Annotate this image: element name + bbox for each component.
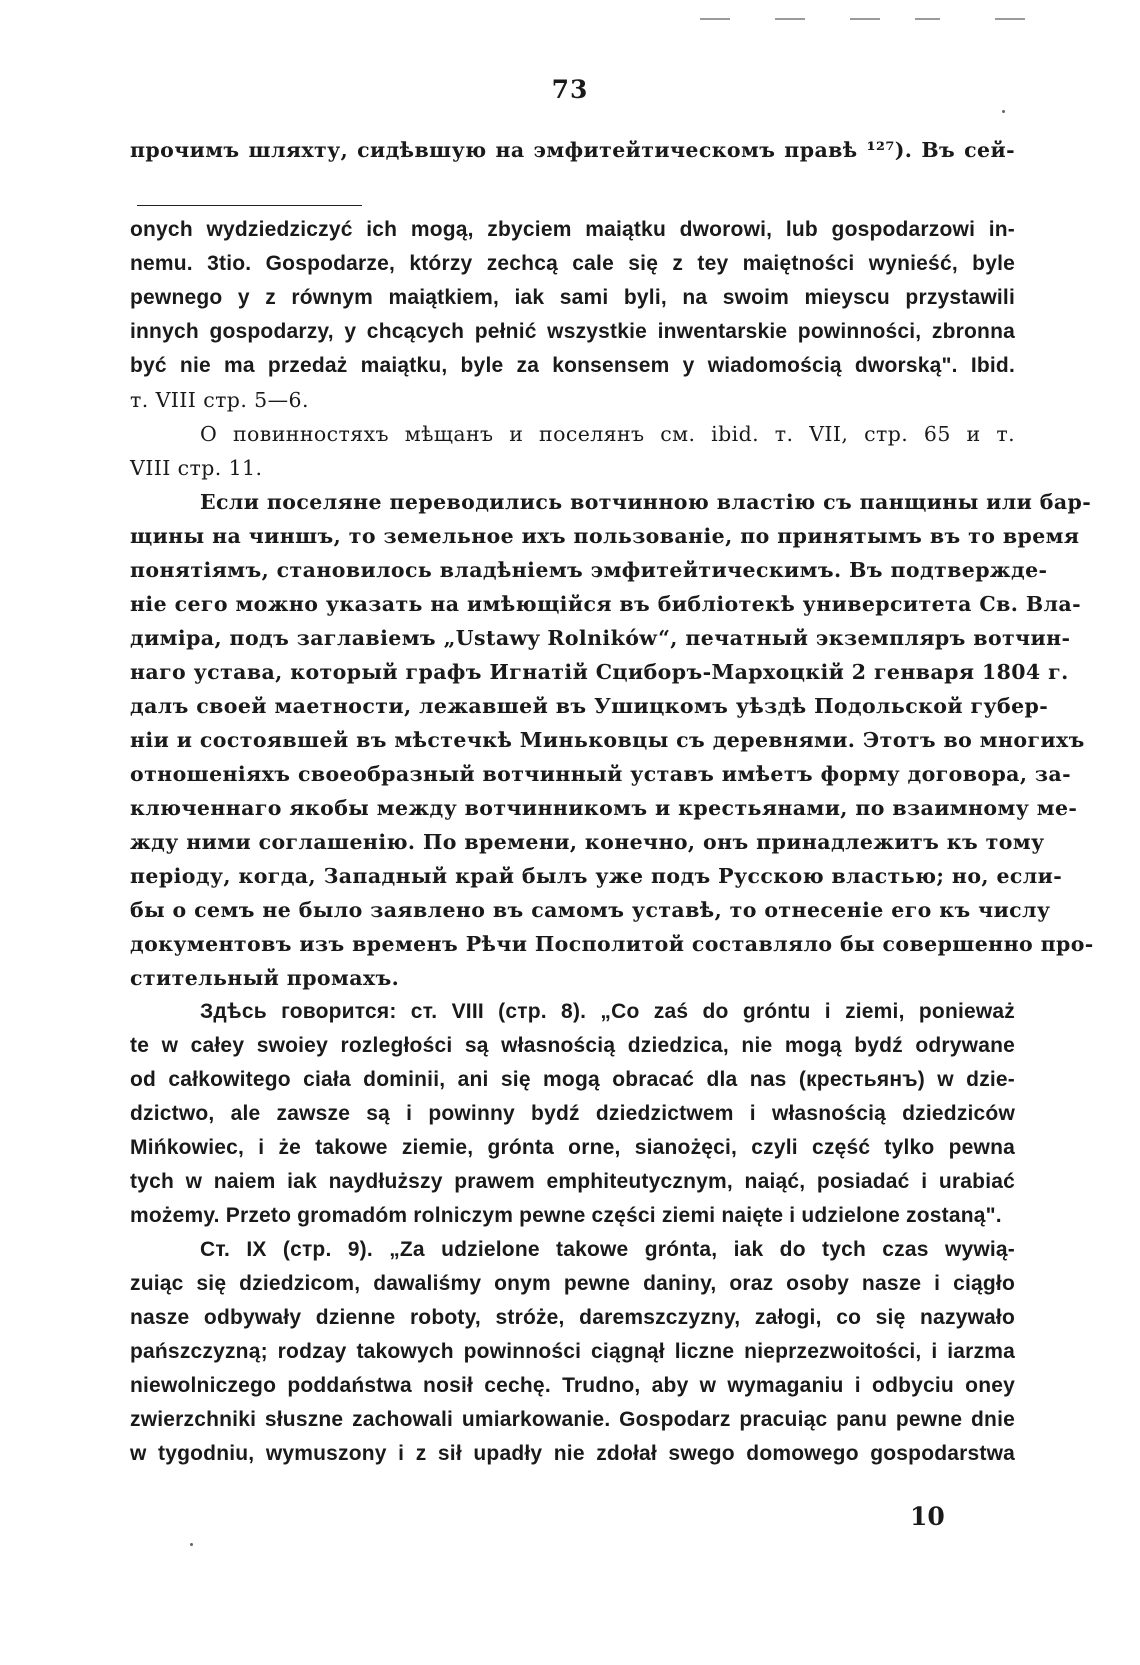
text-line: tych w naiem iak naydłuższy prawem emphiteutycznym, naiąć, posiadać i urabiać [130,1170,1015,1193]
footnote-body [130,213,1094,1471]
text-line: nemu. 3tio. Gospodarze, którzy zechcą cale się z tey maiętności wynieść, byle [130,252,1015,275]
top-margin-marks [700,18,1040,24]
text-line: dzictwo, ale zawsze są i powinny bydź dziedzictwem i własnością dziedziców [130,1102,1015,1125]
text-line: nasze odbywały dzienne roboty, stróże, daremszczyzny, załogi, co się nazywało [130,1306,1015,1329]
text-line: niewolniczego poddaństwa nosił cechę. Trudno, aby w wymaganiu i odbyciu oney [130,1374,1015,1397]
text-line: диміра, подъ заглавіемъ „Ustawy Rolników“, печатный экземпляръ вотчин- [130,626,1071,650]
text-line: onych wydziedziczyć ich mogą, zbyciem maiątku dworowi, lub gospodarzowi in- [130,218,1015,241]
text-line: zwierzchniki słuszne zachowali umiarkowanie. Gospodarz pracuiąc panu pewne dnie [130,1408,1015,1431]
text-line: być nie ma przedaż maiątku, byle za konsensem y wiadomością dworską". Ibid. [130,354,1015,377]
text-line: наго устава, который графъ Игнатій Сциборъ-Мархоцкій 2 генваря 1804 г. [130,660,1069,684]
text-line: pańszczyzną; rodzay takowych powinności ciągnął liczne nieprzezwoitości, i iarzma [130,1340,1015,1363]
text-line: понятіямъ, становилось владѣніемъ эмфитейтическимъ. Въ подтвержде- [130,558,1048,582]
text-line: możemy. Przeto gromadóm rolniczym pewne części ziemi naięte i udzielone zostaną". [130,1204,1002,1227]
text-line: бы о семъ не было заявлено въ самомъ уставѣ, то отнесеніе его къ числу [130,898,1051,922]
text-line: періоду, когда, Западный край былъ уже подъ Русскою властью; но, если- [130,864,1063,888]
text-line: Mińkowiec, i że takowe ziemie, grónta orne, sianożęci, czyli część tylko pewna [130,1136,1015,1159]
text-line: w tygodniu, wymuszony i z sił upadły nie zdołał swego domowego gospodarstwa [130,1442,1015,1465]
page-number: 73 [551,75,589,104]
text-line: т. VIII стр. 5—6. [130,388,309,412]
text-line: ніи и состоявшей въ мѣстечкѣ Миньковцы съ деревнями. Этотъ во многихъ [130,728,1085,752]
margin-mark [1002,110,1005,113]
text-line: zuiąc się dziedzicom, dawaliśmy onym pewne daniny, oraz osoby nasze i ciągło [130,1272,1015,1295]
text-line: od całkowitego ciała dominii, ani się mogą obracać dla nas (крестьянъ) w dzie- [130,1068,1015,1091]
text-line: жду ними соглашенію. По времени, конечно, онъ принадлежитъ къ тому [130,830,1045,854]
text-line: далъ своей маетности, лежавшей въ Ушицкомъ уѣздѣ Подольской губер- [130,694,1049,718]
margin-mark [190,1543,193,1546]
text-line: Ст. IX (стр. 9). „Za udzielone takowe grónta, iak do tych czas wywią- [200,1238,1015,1261]
footnote-separator [137,205,362,206]
text-line: Если поселяне переводились вотчинною властію съ панщины или бар- [200,490,1092,514]
text-line: документовъ изъ временъ Рѣчи Посполитой составляло бы совершенно про- [130,932,1094,956]
signature-mark: 10 [910,1502,945,1531]
text-line: ключеннаго якобы между вотчинникомъ и крестьянами, по взаимному ме- [130,796,1078,820]
text-line: стительный промахъ. [130,966,400,990]
text-line: te w całey swoiey rozległości są własnością dziedzica, nie mogą bydź odrywane [130,1034,1015,1057]
text-line: щины на чиншъ, то земельное ихъ пользованіе, по принятымъ въ то время [130,524,1080,548]
text-line: отношеніяхъ своеобразный вотчинный уставъ имѣетъ форму договора, за- [130,762,1072,786]
text-line: pewnego y z równym maiątkiem, iak sami byli, na swoim mieyscu przystawili [130,286,1015,309]
carryover-line: прочимъ шляхту, сидѣвшую на эмфитейтическомъ правѣ ¹²⁷). Въ сей- [130,138,1015,162]
text-line: О повинностяхъ мѣщанъ и поселянъ см. ibid. т. VII, стр. 65 и т. [200,422,1015,446]
text-line: innych gospodarzy, y chcących pełnić wszystkie inwentarskie powinności, zbronna [130,320,1015,343]
text-line: Здѣсь говорится: ст. VIII (стр. 8). „Co zaś do gróntu i ziemi, ponieważ [200,1000,1015,1023]
text-line: VIII стр. 11. [130,456,263,480]
text-line: ніе сего можно указать на имѣющійся въ библіотекѣ университета Св. Вла- [130,592,1081,616]
